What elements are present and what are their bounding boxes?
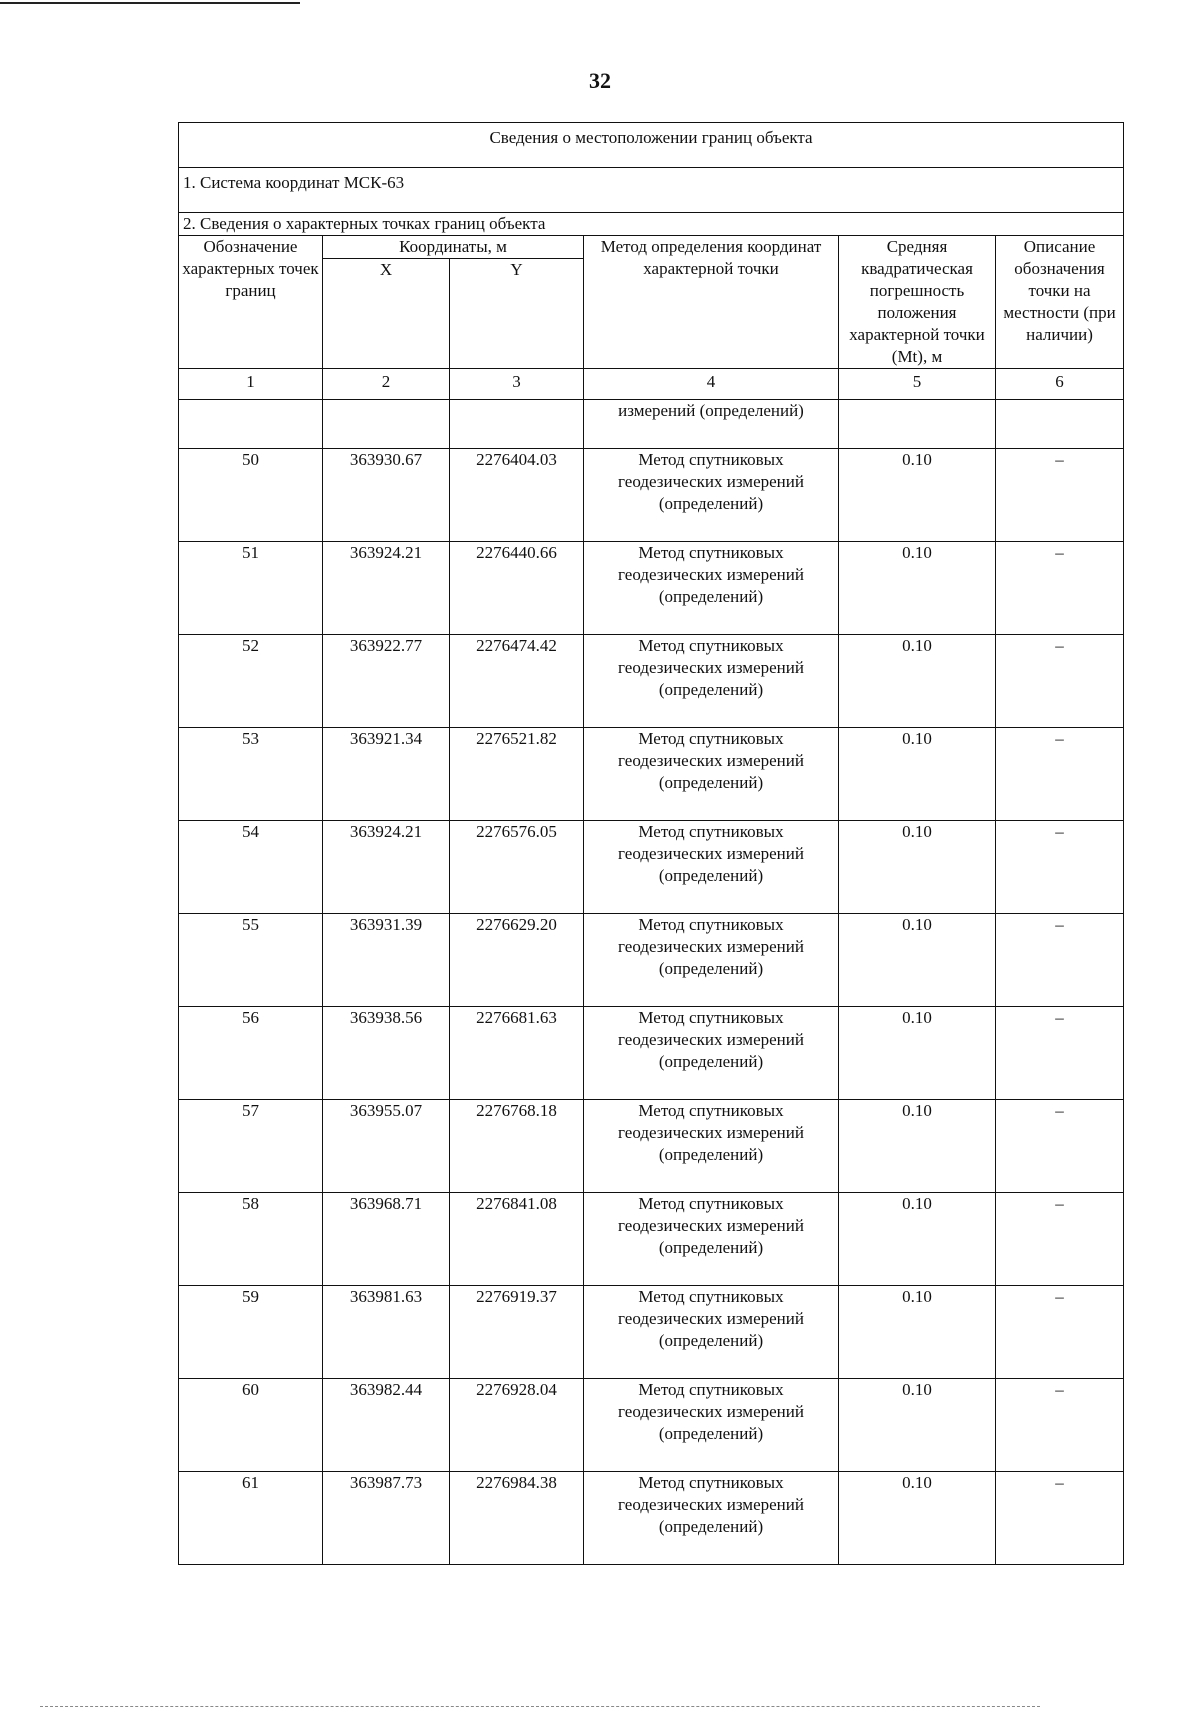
header-error: Средняя квадратическая погрешность положения характерной точки (Mt), м [839, 236, 996, 369]
table-row [179, 1193, 1124, 1286]
x-cell: 363982.44 [323, 1379, 450, 1472]
method-cell: Метод спутниковых геодезических измерений (определений) [584, 449, 839, 542]
description-cell: – [996, 1100, 1124, 1193]
table-row [179, 728, 1124, 821]
method-cell: Метод спутниковых геодезических измерений (определений) [584, 914, 839, 1007]
y-cell: 2276984.38 [450, 1472, 584, 1565]
table-row [179, 1007, 1124, 1100]
description-cell: – [996, 1007, 1124, 1100]
x-cell: 363930.67 [323, 449, 450, 542]
x-cell: 363922.77 [323, 635, 450, 728]
y-cell: 2276576.05 [450, 821, 584, 914]
x-cell: 363955.07 [323, 1100, 450, 1193]
point-cell: 51 [179, 542, 323, 635]
column-number: 6 [996, 369, 1124, 400]
x-cell: 363981.63 [323, 1286, 450, 1379]
column-number: 4 [584, 369, 839, 400]
x-cell: 363924.21 [323, 821, 450, 914]
method-cell: Метод спутниковых геодезических измерений (определений) [584, 1286, 839, 1379]
header-x: X [323, 259, 450, 369]
table-row [179, 1100, 1124, 1193]
method-cell: Метод спутниковых геодезических измерений (определений) [584, 1472, 839, 1565]
method-cell: Метод спутниковых геодезических измерений (определений) [584, 1100, 839, 1193]
page-number: 32 [589, 68, 611, 93]
column-number: 5 [839, 369, 996, 400]
error-cell: 0.10 [839, 635, 996, 728]
y-cell: 2276404.03 [450, 449, 584, 542]
header-y: Y [450, 259, 584, 369]
error-cell: 0.10 [839, 1193, 996, 1286]
table-row [179, 449, 1124, 542]
continued-method: измерений (определений) [584, 400, 839, 449]
table-row [179, 914, 1124, 1007]
error-cell: 0.10 [839, 821, 996, 914]
y-cell: 2276919.37 [450, 1286, 584, 1379]
point-cell: 53 [179, 728, 323, 821]
header-method: Метод определения координат характерной точки [584, 236, 839, 369]
table-row [179, 1472, 1124, 1565]
method-cell: Метод спутниковых геодезических измерений (определений) [584, 542, 839, 635]
error-cell: 0.10 [839, 1007, 996, 1100]
error-cell: 0.10 [839, 1472, 996, 1565]
y-cell: 2276681.63 [450, 1007, 584, 1100]
section-heading: 2. Сведения о характерных точках границ объекта [179, 213, 1124, 236]
scan-edge-line [40, 1706, 1040, 1708]
error-cell: 0.10 [839, 1286, 996, 1379]
error-cell: 0.10 [839, 542, 996, 635]
error-cell: 0.10 [839, 1100, 996, 1193]
x-cell: 363938.56 [323, 1007, 450, 1100]
y-cell: 2276768.18 [450, 1100, 584, 1193]
x-cell: 363924.21 [323, 542, 450, 635]
y-cell: 2276440.66 [450, 542, 584, 635]
y-cell: 2276928.04 [450, 1379, 584, 1472]
description-cell: – [996, 1193, 1124, 1286]
table-row [179, 1286, 1124, 1379]
point-cell: 59 [179, 1286, 323, 1379]
error-cell: 0.10 [839, 1379, 996, 1472]
error-cell: 0.10 [839, 449, 996, 542]
x-cell: 363968.71 [323, 1193, 450, 1286]
table-row [179, 542, 1124, 635]
header-description: Описание обозначения точки на местности (при наличии) [996, 236, 1124, 369]
method-cell: Метод спутниковых геодезических измерений (определений) [584, 1193, 839, 1286]
x-cell: 363987.73 [323, 1472, 450, 1565]
y-cell: 2276521.82 [450, 728, 584, 821]
description-cell: – [996, 1286, 1124, 1379]
point-cell: 61 [179, 1472, 323, 1565]
column-number: 2 [323, 369, 450, 400]
description-cell: – [996, 1379, 1124, 1472]
point-cell: 54 [179, 821, 323, 914]
coordinate-system: 1. Система координат МСК-63 [179, 168, 1124, 213]
column-number: 3 [450, 369, 584, 400]
header-coordinates: Координаты, м [323, 236, 584, 259]
description-cell: – [996, 914, 1124, 1007]
y-cell: 2276474.42 [450, 635, 584, 728]
column-number: 1 [179, 369, 323, 400]
description-cell: – [996, 449, 1124, 542]
method-cell: Метод спутниковых геодезических измерений (определений) [584, 1379, 839, 1472]
x-cell: 363931.39 [323, 914, 450, 1007]
table-row [179, 821, 1124, 914]
table-row [179, 635, 1124, 728]
description-cell: – [996, 821, 1124, 914]
header-point-name: Обозначение характерных точек границ [179, 236, 323, 369]
table-title: Сведения о местоположении границ объекта [179, 123, 1124, 168]
table-row [179, 1379, 1124, 1472]
point-cell: 57 [179, 1100, 323, 1193]
y-cell: 2276629.20 [450, 914, 584, 1007]
point-cell: 55 [179, 914, 323, 1007]
point-cell: 56 [179, 1007, 323, 1100]
error-cell: 0.10 [839, 728, 996, 821]
boundary-points-table [178, 122, 1124, 1565]
column-numbers-row [179, 369, 1124, 400]
point-cell: 50 [179, 449, 323, 542]
method-cell: Метод спутниковых геодезических измерений (определений) [584, 821, 839, 914]
y-cell: 2276841.08 [450, 1193, 584, 1286]
description-cell: – [996, 1472, 1124, 1565]
x-cell: 363921.34 [323, 728, 450, 821]
scan-edge-line [0, 2, 300, 4]
point-cell: 52 [179, 635, 323, 728]
continued-row [179, 400, 1124, 449]
point-cell: 58 [179, 1193, 323, 1286]
error-cell: 0.10 [839, 914, 996, 1007]
method-cell: Метод спутниковых геодезических измерений (определений) [584, 635, 839, 728]
method-cell: Метод спутниковых геодезических измерений (определений) [584, 1007, 839, 1100]
description-cell: – [996, 635, 1124, 728]
method-cell: Метод спутниковых геодезических измерений (определений) [584, 728, 839, 821]
description-cell: – [996, 542, 1124, 635]
point-cell: 60 [179, 1379, 323, 1472]
description-cell: – [996, 728, 1124, 821]
